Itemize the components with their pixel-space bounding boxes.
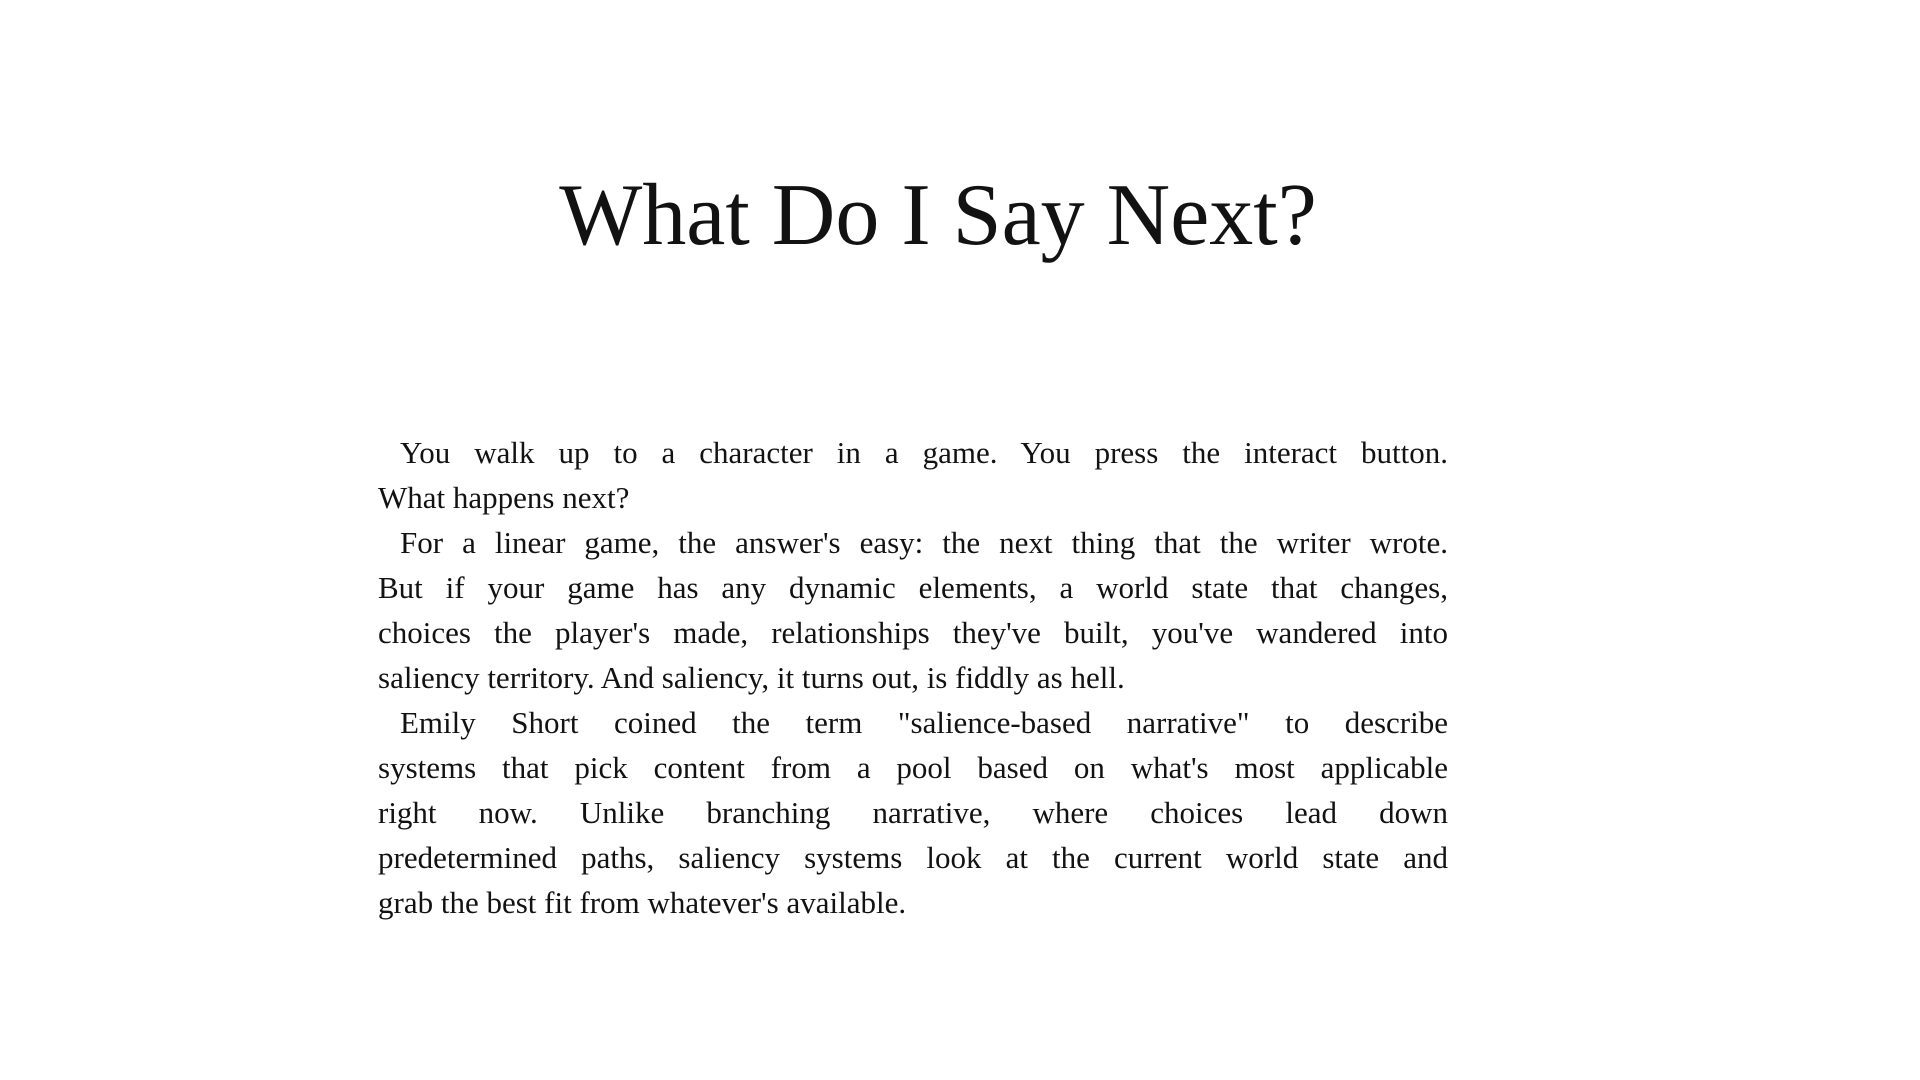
text-line: saliency territory. And saliency, it turns out, is fiddly as hell. bbox=[378, 660, 1125, 695]
page-title: What Do I Say Next? bbox=[559, 167, 1317, 264]
text-line: right now. Unlike branching narrative, where choices lead down bbox=[378, 795, 1448, 830]
text-line: systems that pick content from a pool based on what's most applicable bbox=[378, 750, 1448, 785]
text-line: For a linear game, the answer's easy: the next thing that the writer wrote. bbox=[400, 525, 1448, 560]
paragraph bbox=[378, 430, 1448, 520]
text-line: predetermined paths, saliency systems look at the current world state and bbox=[378, 840, 1448, 875]
text-line: But if your game has any dynamic elements, a world state that changes, bbox=[378, 570, 1448, 605]
text-line: grab the best fit from whatever's available. bbox=[378, 885, 907, 920]
paragraph bbox=[378, 520, 1448, 700]
body-text bbox=[378, 430, 1448, 925]
page bbox=[378, 0, 1448, 1080]
text-line: What happens next? bbox=[378, 480, 630, 515]
text-line: You walk up to a character in a game. You press the interact button. bbox=[400, 435, 1448, 470]
text-line: Emily Short coined the term "salience-based narrative" to describe bbox=[400, 705, 1448, 740]
text-line: choices the player's made, relationships they've built, you've wandered into bbox=[378, 615, 1448, 650]
paragraph bbox=[378, 700, 1448, 925]
